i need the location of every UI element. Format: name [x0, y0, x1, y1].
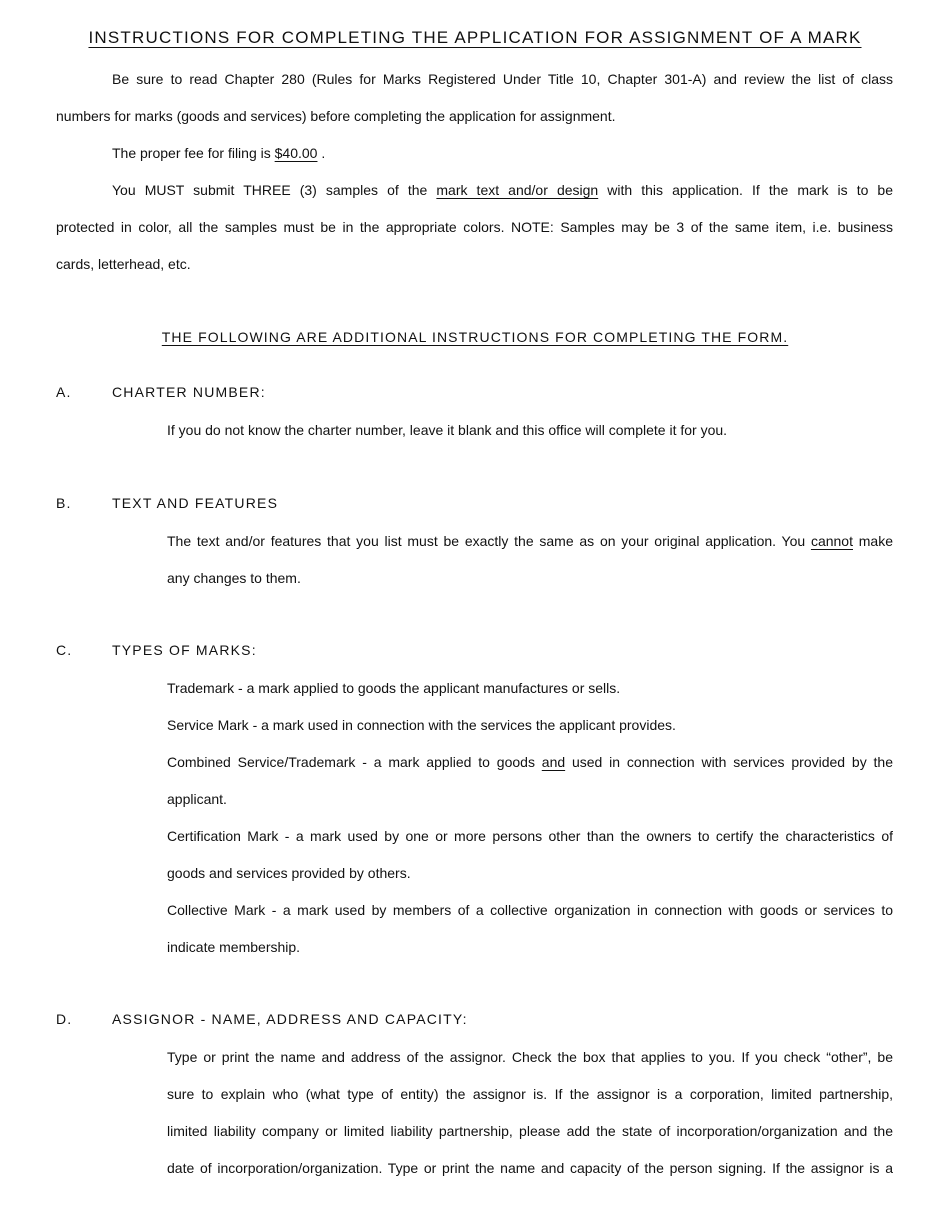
text-segment: If you do not know the charter number, leave it blank and this office will complete it for you. [167, 422, 728, 438]
text-line [167, 716, 676, 734]
section-heading [56, 642, 257, 658]
text-segment: The text and/or features that you list must be exactly the same as on your original application. You [167, 533, 811, 549]
underlined-text: cannot [810, 533, 853, 549]
section-heading [56, 1011, 468, 1027]
text-line [167, 1159, 893, 1177]
text-line [167, 1048, 893, 1066]
text-segment: Combined Service/Trademark - a mark applied to goods [167, 754, 542, 770]
text-line [167, 790, 227, 808]
text-line [56, 218, 893, 236]
text-line [167, 901, 893, 919]
underlined-text: and [541, 754, 566, 770]
text-segment: Type or print the name and address of the assignor. Check the box that applies to you. If you check “other”, be [167, 1049, 893, 1065]
section-heading [56, 384, 266, 400]
text-segment: applicant. [167, 791, 227, 807]
text-segment: with this application. If the mark is to be [598, 182, 893, 198]
text-line [167, 679, 620, 697]
text-line [167, 1122, 893, 1140]
text-segment: indicate membership. [167, 939, 301, 955]
text-segment: make [852, 533, 893, 549]
text-segment: Service Mark - a mark used in connection with the services the applicant provides. [167, 717, 676, 733]
text-segment: cards, letterhead, etc. [56, 256, 191, 272]
section-letter: C. [56, 642, 73, 658]
text-line [167, 864, 411, 882]
text-line [56, 255, 191, 273]
text-segment: . [317, 145, 326, 161]
subheading: THE FOLLOWING ARE ADDITIONAL INSTRUCTIONS FOR COMPLETING THE FORM. [161, 329, 789, 345]
text-line [112, 144, 325, 162]
text-segment: used in connection with services provided by the [565, 754, 893, 770]
text-segment: sure to explain who (what type of entity) the assignor is. If the assignor is a corporation, limited partnership, [167, 1086, 893, 1102]
text-line [167, 532, 893, 550]
text-line [56, 107, 616, 125]
text-segment: any changes to them. [167, 570, 301, 586]
text-line [112, 181, 893, 199]
underlined-text: mark text and/or design [436, 182, 599, 198]
text-segment: date of incorporation/organization. Type or print the name and capacity of the person signing. If the assignor is a [167, 1160, 893, 1176]
text-line [167, 569, 301, 587]
text-line [167, 1085, 893, 1103]
underlined-text: $40.00 [274, 145, 318, 161]
text-line [112, 70, 893, 88]
text-segment: You MUST submit THREE (3) samples of the [112, 182, 437, 198]
text-segment: Be sure to read Chapter 280 (Rules for Marks Registered Under Title 10, Chapter 301-A) and review the list of class [112, 71, 893, 87]
section-title: CHARTER NUMBER: [112, 384, 266, 400]
page-title: INSTRUCTIONS FOR COMPLETING THE APPLICATION FOR ASSIGNMENT OF A MARK [88, 28, 862, 47]
text-segment: protected in color, all the samples must be in the appropriate colors. NOTE: Samples may be 3 of the same item, i.e. business [56, 219, 893, 235]
section-title: TEXT AND FEATURES [112, 495, 279, 511]
text-line [167, 753, 893, 771]
section-title: ASSIGNOR - NAME, ADDRESS AND CAPACITY: [112, 1011, 468, 1027]
text-line [167, 827, 893, 845]
section-letter: A. [56, 384, 72, 400]
text-line [167, 938, 300, 956]
text-segment: Collective Mark - a mark used by members of a collective organization in connection with goods or services to [167, 902, 893, 918]
text-segment: numbers for marks (goods and services) before completing the application for assignment. [56, 108, 616, 124]
text-segment: Trademark - a mark applied to goods the applicant manufactures or sells. [167, 680, 621, 696]
section-title: TYPES OF MARKS: [112, 642, 257, 658]
text-segment: Certification Mark - a mark used by one or more persons other than the owners to certify the characteristics of [167, 828, 893, 844]
text-segment: goods and services provided by others. [167, 865, 411, 881]
section-heading [56, 495, 278, 511]
section-letter: B. [56, 495, 72, 511]
text-segment: The proper fee for filing is [112, 145, 275, 161]
text-segment: limited liability company or limited liability partnership, please add the state of incorporation/organization and the [167, 1123, 893, 1139]
text-line [167, 421, 727, 439]
section-letter: D. [56, 1011, 73, 1027]
